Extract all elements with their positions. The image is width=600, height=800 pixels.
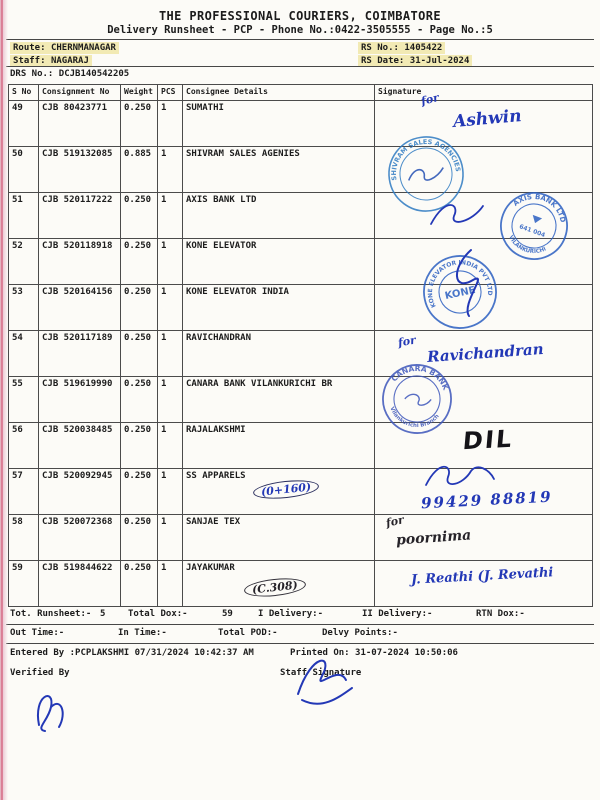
- table-row: [9, 331, 593, 377]
- handwritten-signature-scribble: [421, 461, 499, 495]
- rs-no-label: RS No.:: [361, 43, 399, 53]
- handwritten-signature-ashwin: Ashwin: [452, 106, 523, 132]
- cell-weight: 0.250: [121, 423, 158, 469]
- out-time-label: Out Time:-: [10, 628, 65, 638]
- cell-pcs: 1: [158, 561, 183, 607]
- page-subtitle: Delivery Runsheet - PCP - Phone No.:0422-3505555 - Page No.:5: [107, 24, 493, 36]
- cell-consignment: CJB 519132085: [39, 147, 121, 193]
- cell-pcs: 1: [158, 469, 183, 515]
- table-row: [9, 147, 593, 193]
- route-row: [10, 43, 119, 53]
- cell-weight: 0.250: [121, 331, 158, 377]
- handwritten-for: for: [384, 513, 406, 530]
- cell-consignee: [183, 469, 375, 515]
- cell-consignment: CJB 519619990: [39, 377, 121, 423]
- cell-consignee: SANJAE TEX: [183, 515, 375, 561]
- total-pod-label: Total POD:-: [218, 628, 278, 638]
- table-row: [9, 101, 593, 147]
- handwritten-note: (C.308): [243, 576, 306, 599]
- cell-pcs: 1: [158, 377, 183, 423]
- stamp-center-scribble: [407, 166, 444, 182]
- handwritten-flourish: [426, 196, 488, 232]
- cell-consignment: CJB 520164156: [39, 285, 121, 331]
- divider: [6, 643, 594, 644]
- cell-pcs: 1: [158, 239, 183, 285]
- header-pcs: PCS: [158, 85, 183, 101]
- cell-consignee: SUMATHI: [183, 101, 375, 147]
- cell-weight: 0.250: [121, 515, 158, 561]
- entered-by-text: Entered By :PCPLAKSHMI 07/31/2024 10:42:37 AM: [10, 648, 254, 658]
- cell-weight: 0.250: [121, 469, 158, 515]
- stamp-center-text: KONE: [443, 284, 477, 303]
- cell-sno: 49: [9, 101, 39, 147]
- cell-consignee: AXIS BANK LTD: [183, 193, 375, 239]
- cell-weight: 0.250: [121, 561, 158, 607]
- cell-signature: [375, 515, 593, 561]
- stamp-center-text: 641 004: [518, 223, 547, 240]
- cell-pcs: 1: [158, 515, 183, 561]
- stamp-ring-top-text: CANARA BANK: [389, 363, 451, 392]
- cell-weight: 0.885: [121, 147, 158, 193]
- cell-sno: 57: [9, 469, 39, 515]
- cell-consignee: RAJALAKSHMI: [183, 423, 375, 469]
- divider: [6, 624, 594, 625]
- table-row: [9, 423, 593, 469]
- verified-by-signature: [25, 683, 75, 735]
- stamp-ring-bottom-text: VILANKURICHI: [507, 234, 548, 256]
- delivery2-label: II Delivery:-: [362, 609, 433, 619]
- cell-consignment: CJB 519844622: [39, 561, 121, 607]
- header-consignee: Consignee Details: [183, 85, 375, 101]
- table-row: [9, 193, 593, 239]
- divider: [6, 39, 594, 40]
- delvy-points-label: Delvy Points:-: [322, 628, 398, 638]
- cell-consignment: CJB 520038485: [39, 423, 121, 469]
- handwritten-phone-number: 99429 88819: [420, 487, 553, 513]
- staff-signature-label: Staff Signature: [280, 668, 362, 678]
- cell-pcs: 1: [158, 285, 183, 331]
- cell-weight: 0.250: [121, 101, 158, 147]
- handwritten-note: (0+160): [252, 478, 320, 502]
- rs-no-highlight: [358, 42, 445, 54]
- route-highlight: [10, 42, 119, 54]
- cell-signature: [375, 363, 593, 430]
- staff-signature-scribble: [282, 648, 360, 710]
- cell-consignee: [183, 561, 375, 607]
- cell-pcs: 1: [158, 147, 183, 193]
- stamp-ring-text: SHIVRAM SALES AGENCIES: [389, 137, 462, 182]
- handwritten-dil: DIL: [461, 424, 515, 456]
- cell-consignee: RAVICHANDRAN: [183, 331, 375, 377]
- delivery-table: [8, 84, 593, 607]
- cell-consignment: CJB 520117222: [39, 193, 121, 239]
- drs-row: [10, 69, 129, 79]
- handwritten-for: for: [419, 91, 441, 108]
- stamp-ring-text: KONE ELEVATOR INDIA PVT LTD: [426, 259, 494, 309]
- table-row: [9, 469, 593, 515]
- verified-by-label: Verified By: [10, 668, 70, 678]
- rtn-dox-label: RTN Dox:-: [476, 609, 525, 619]
- cell-weight: 0.250: [121, 239, 158, 285]
- cell-sno: 50: [9, 147, 39, 193]
- cell-signature: [375, 469, 593, 515]
- header-weight: Weight: [121, 85, 158, 101]
- route-value: CHERNMANAGAR: [50, 43, 116, 53]
- consignee-text: SS APPARELS: [186, 471, 246, 481]
- cell-weight: 0.250: [121, 285, 158, 331]
- staff-row: [10, 56, 92, 66]
- cell-sno: 55: [9, 377, 39, 423]
- divider: [6, 66, 594, 67]
- total-dox-label: Total Dox:-: [128, 609, 188, 619]
- cell-sno: 56: [9, 423, 39, 469]
- cell-consignment: CJB 520072368: [39, 515, 121, 561]
- cell-consignment: CJB 520117189: [39, 331, 121, 377]
- drs-label: DRS No.:: [10, 69, 54, 79]
- handwritten-signature-poornima: poornima: [395, 527, 472, 549]
- handwritten-signature-revathi: J. Reathi (J. Revathi: [410, 565, 554, 588]
- cell-weight: 0.250: [121, 193, 158, 239]
- handwritten-flourish: [443, 246, 497, 320]
- cell-sno: 51: [9, 193, 39, 239]
- header-signature: Signature: [375, 85, 593, 101]
- cell-sno: 58: [9, 515, 39, 561]
- drs-value: DCJB140542205: [58, 69, 130, 79]
- axis-logo-triangle: [530, 215, 542, 225]
- staff-value: NAGARAJ: [50, 56, 89, 66]
- rs-date-row: [358, 56, 472, 66]
- tot-runsheet-label: Tot. Runsheet:-: [10, 609, 92, 619]
- table-row: [9, 285, 593, 331]
- cell-pcs: 1: [158, 101, 183, 147]
- cell-sno: 54: [9, 331, 39, 377]
- total-dox-value: 59: [222, 609, 233, 619]
- tot-runsheet-value: 5: [100, 609, 106, 619]
- cell-consignment: CJB 520118918: [39, 239, 121, 285]
- printed-on-text: Printed On: 31-07-2024 10:50:06: [290, 648, 458, 658]
- delivery1-label: I Delivery:-: [258, 609, 324, 619]
- table-row: [9, 515, 593, 561]
- page-title: THE PROFESSIONAL COURIERS, COIMBATORE: [158, 9, 442, 23]
- header-consignment: Consignment No: [39, 85, 121, 101]
- cell-consignee: SHIVRAM SALES AGENIES: [183, 147, 375, 193]
- cell-consignee: KONE ELEVATOR INDIA: [183, 285, 375, 331]
- cell-consignment: CJB 520092945: [39, 469, 121, 515]
- cell-pcs: 1: [158, 193, 183, 239]
- cell-sno: 52: [9, 239, 39, 285]
- staff-label: Staff:: [13, 56, 46, 66]
- table-row: [9, 377, 593, 423]
- cell-consignee: KONE ELEVATOR: [183, 239, 375, 285]
- cell-pcs: 1: [158, 331, 183, 377]
- header-sno: S No: [9, 85, 39, 101]
- rs-no-value: 1405422: [404, 43, 443, 53]
- rs-no-row: [358, 43, 445, 53]
- rs-date-value: 31-Jul-2024: [409, 56, 470, 66]
- rs-date-label: RS Date:: [361, 56, 405, 66]
- stamp-center-scribble: [404, 393, 431, 407]
- scan-margin-line: [1, 0, 3, 800]
- canara-bank-stamp: [375, 357, 458, 440]
- stamp-ring-bottom-text: Vilankurichi Branch: [388, 406, 441, 430]
- cell-sno: 59: [9, 561, 39, 607]
- cell-sno: 53: [9, 285, 39, 331]
- cell-signature: [375, 561, 593, 607]
- table-row: [9, 561, 593, 607]
- cell-consignee: CANARA BANK VILANKURICHI BR: [183, 377, 375, 423]
- handwritten-signature-ravichandran: Ravichandran: [426, 339, 545, 367]
- cell-weight: 0.250: [121, 377, 158, 423]
- cell-consignment: CJB 80423771: [39, 101, 121, 147]
- route-label: Route:: [13, 43, 46, 53]
- in-time-label: In Time:-: [118, 628, 167, 638]
- table-header-row: [9, 85, 593, 101]
- stamp-ring-top-text: AXIS BANK LTD: [511, 192, 567, 224]
- consignee-text: JAYAKUMAR: [186, 563, 235, 573]
- cell-signature: [375, 137, 593, 193]
- cell-pcs: 1: [158, 423, 183, 469]
- handwritten-for: for: [397, 333, 417, 350]
